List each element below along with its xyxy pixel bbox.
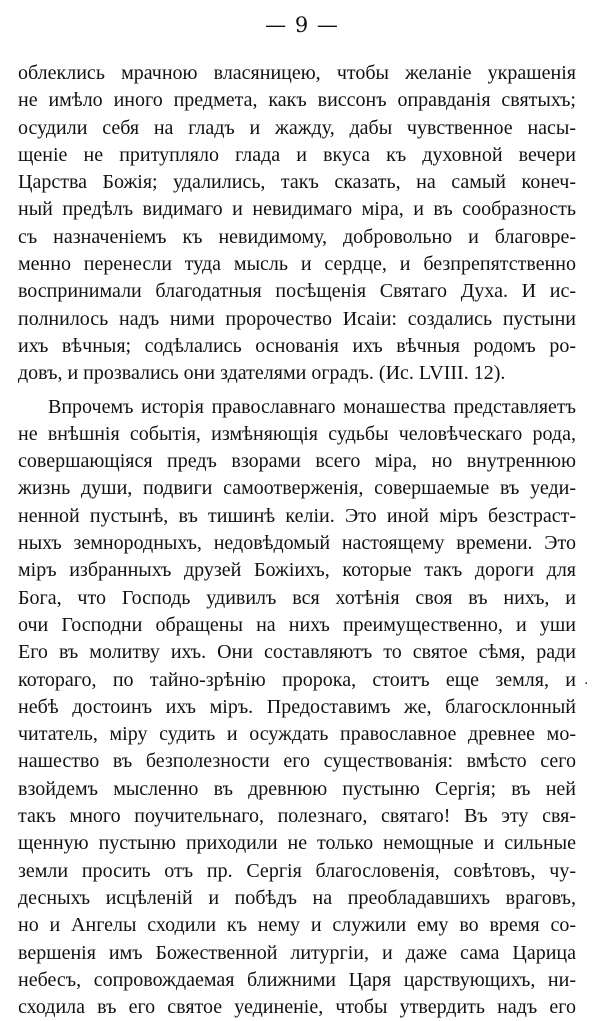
- text-line: сходила въ его святое уединеніе, чтобы утвердить надъ его: [18, 996, 576, 1019]
- text-line: десныхъ исцѣленій и побѣдъ на преобладавшихъ враговъ,: [18, 886, 576, 909]
- text-line: нашество въ безполезности его существованія: вмѣсто сего: [18, 750, 576, 773]
- text-line: ныхъ земнородныхъ, недовѣдомый настоящему времени. Это: [18, 532, 576, 555]
- text-line: полнилось надъ ними пророчество Исаіи: создались пустыни: [18, 307, 576, 330]
- text-line: міръ избранныхъ друзей Божіихъ, которые такъ дороги для: [18, 559, 576, 582]
- text-line: Царства Божія; удалились, такъ сказать, на самый конеч-: [18, 171, 576, 194]
- text-line: довъ, и прозвались они здателями оградъ. (Ис. LVIII. 12).: [18, 362, 506, 385]
- text-line: менно перенесли туда мысль и сердце, и безпрепятственно: [18, 253, 576, 276]
- text-line: Впрочемъ исторія православнаго монашества представляетъ: [48, 395, 576, 418]
- text-line: Его въ молитву ихъ. Они составляютъ то святое сѣмя, ради: [18, 641, 576, 664]
- text-line: щенную пустыню приходили не только немощные и сильные: [18, 832, 576, 855]
- text-line: небесъ, сопровождаемая ближними Царя царствующихъ, ни-: [18, 968, 576, 991]
- text-line: ихъ вѣчныя; содѣлались основанія ихъ вѣчныя родомъ ро-: [18, 334, 576, 357]
- text-line: щеніе не притупляло глада и вкуса къ духовной вечери: [18, 143, 576, 166]
- text-line: очи Господни обращены на нихъ преимущественно, и уши: [18, 613, 576, 636]
- page-number: — 9 —: [265, 13, 339, 37]
- text-line: не имѣло иного предмета, какъ виссонъ оправданія святыхъ;: [18, 89, 576, 112]
- text-line: котораго, по тайно-зрѣнію пророка, стоитъ еще земля, и: [18, 668, 576, 691]
- text-line: облеклись мрачною власяницею, чтобы желаніе украшенія: [18, 62, 576, 84]
- text-line: такъ много поучительнаго, полезнаго, святаго! Въ эту свя-: [18, 805, 576, 828]
- text-line: осудили себя на гладъ и жажду, дабы чувственное насы-: [18, 116, 576, 139]
- text-line: вершенія имъ Божественной литургіи, и даже сама Царица: [18, 941, 576, 964]
- text-line: совершающіяся предъ взорами всего міра, но внутреннюю: [18, 450, 576, 473]
- text-line: Бога, что Господь удивилъ вся хотѣнія своя въ нихъ, и: [18, 586, 576, 609]
- body-text: [18, 60, 576, 1021]
- paragraph-2: [18, 394, 576, 1021]
- margin-mark: ·: [584, 676, 589, 692]
- text-line: земли просить отъ пр. Сергія благословенія, совѣтовъ, чу-: [18, 859, 576, 882]
- text-line: не внѣшнія событія, измѣняющія судьбы человѣческаго рода,: [18, 422, 576, 445]
- text-line: ный предѣлъ видимаго и невидимаго міра, и въ сообразность: [18, 198, 576, 221]
- text-line: но и Ангелы сходили къ нему и служили ему во время со-: [18, 914, 576, 937]
- text-line: съ назначеніемъ къ невидимому, добровольно и благовре-: [18, 225, 576, 248]
- text-line: ненной пустынѣ, въ тишинѣ келіи. Это иной міръ безстраст-: [18, 504, 576, 527]
- text-line: читатель, міру судить и осуждать православное древнее мо-: [18, 723, 576, 746]
- text-line: взойдемъ мысленно въ древнюю пустыню Сергія; въ ней: [18, 777, 576, 800]
- text-line: воспринимали благодатныя посѣщенія Святаго Духа. И ис-: [18, 280, 576, 303]
- paragraph-1: [18, 60, 576, 388]
- text-line: небѣ достоинъ ихъ міръ. Предоставимъ же, благосклонный: [18, 695, 576, 718]
- text-line: жизнь души, подвиги самоотверженія, совершаемые въ уеди-: [18, 477, 576, 500]
